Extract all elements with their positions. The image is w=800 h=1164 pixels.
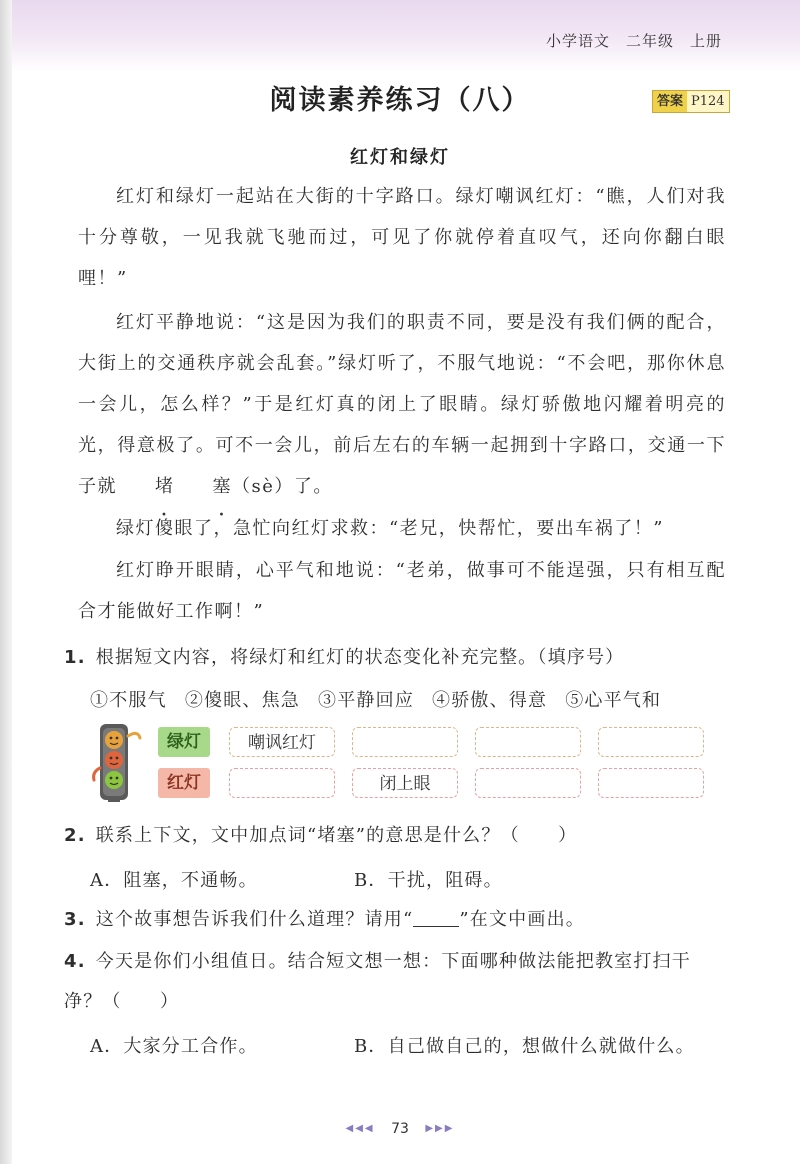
option-1: ①不服气 <box>90 690 167 711</box>
story-paragraph-2 <box>78 302 726 507</box>
question-1-number: 1. <box>64 647 86 668</box>
question-4-number: 4. <box>64 951 86 972</box>
question-1-text: 根据短文内容，将绿灯和红灯的状态变化补充完整。（填序号） <box>95 647 625 668</box>
story-paragraph-2-tail: （sè）了。 <box>232 476 333 497</box>
option-3: ③平静回应 <box>318 690 415 711</box>
story-paragraph-1: 红灯和绿灯一起站在大街的十字路口。绿灯嘲讽红灯：“瞧，人们对我十分尊敬，一见我就飞驰而过，可见了你就停着直叹气，还向你翻白眼哩！” <box>78 186 726 289</box>
question-4-choice-a[interactable]: A．大家分工合作。 <box>90 1036 258 1057</box>
green-state-box-1: 嘲讽红灯 <box>229 727 335 757</box>
answer-label: 答案 <box>653 91 687 112</box>
question-4-choice-b[interactable]: B．自己做自己的，想做什么就做什么。 <box>354 1036 695 1057</box>
story-paragraph-4: 红灯睁开眼睛，心平气和地说：“老弟，做事可不能逞强，只有相互配合才能做好工作啊！” <box>78 560 726 622</box>
green-state-box-4[interactable] <box>598 727 704 757</box>
story-paragraph-2-text: 红灯平静地说：“这是因为我们的职责不同，要是没有我们俩的配合，大街上的交通秩序就会乱套。”绿灯听了，不服气地说：“不会吧，那你休息一会儿，怎么样？”于是红灯真的闭上了眼睛。绿灯骄傲地闪耀着明亮的光，得意极了。可不一会儿，前后左右的车辆一起拥到十字路口，交通一下子就 <box>78 312 726 497</box>
left-arrows-icon: ◀◀◀ <box>345 1123 375 1134</box>
green-state-box-3[interactable] <box>475 727 581 757</box>
question-2-choice-b[interactable]: B．干扰，阻碍。 <box>354 870 503 891</box>
question-1-options <box>90 686 730 712</box>
right-arrows-icon: ▶▶▶ <box>425 1123 455 1134</box>
question-2-text: 联系上下文，文中加点词“堵塞”的意思是什么？（ ） <box>95 825 578 846</box>
green-state-box-2[interactable] <box>352 727 458 757</box>
page-title: 阅读素养练习（八） <box>269 85 531 116</box>
question-3 <box>64 900 728 940</box>
story-paragraph-3: 绿灯傻眼了，急忙向红灯求救：“老兄，快帮忙，要出车祸了！” <box>116 518 664 539</box>
green-light-label: 绿灯 <box>158 727 210 757</box>
question-4-choices <box>90 1032 730 1058</box>
underline-blank <box>413 908 459 927</box>
story-title: 红灯和绿灯 <box>350 147 450 168</box>
question-3-post: ”在文中画出。 <box>459 909 585 930</box>
page-number: 73 <box>391 1121 409 1137</box>
red-state-box-3[interactable] <box>475 768 581 798</box>
option-2: ②傻眼、焦急 <box>184 690 301 711</box>
question-1 <box>64 638 728 678</box>
red-state-box-2: 闭上眼 <box>352 768 458 798</box>
series-label: 小学语文 二年级 上册 <box>545 32 722 50</box>
page-footer <box>0 1121 800 1137</box>
dotted-word-1: 堵 <box>155 476 175 497</box>
red-light-label: 红灯 <box>158 768 210 798</box>
question-2-number: 2. <box>64 825 86 846</box>
red-state-box-1[interactable] <box>229 768 335 798</box>
answer-page: P124 <box>687 91 729 112</box>
question-2 <box>64 816 728 856</box>
traffic-light-icon <box>88 718 146 802</box>
question-3-pre: 这个故事想告诉我们什么道理？请用“ <box>95 909 414 930</box>
question-4-text: 今天是你们小组值日。结合短文想一想：下面哪种做法能把教室打扫干净？（ ） <box>64 951 691 1012</box>
question-2-choices <box>90 866 730 892</box>
dotted-word-2: 塞 <box>212 476 232 497</box>
option-4: ④骄傲、得意 <box>432 690 548 711</box>
page-edge <box>0 0 12 1164</box>
question-3-number: 3. <box>64 909 86 930</box>
answer-badge[interactable] <box>652 90 730 113</box>
question-2-choice-a[interactable]: A．阻塞，不通畅。 <box>90 870 258 891</box>
red-state-box-4[interactable] <box>598 768 704 798</box>
option-5: ⑤心平气和 <box>565 690 662 711</box>
question-4 <box>64 942 728 1022</box>
